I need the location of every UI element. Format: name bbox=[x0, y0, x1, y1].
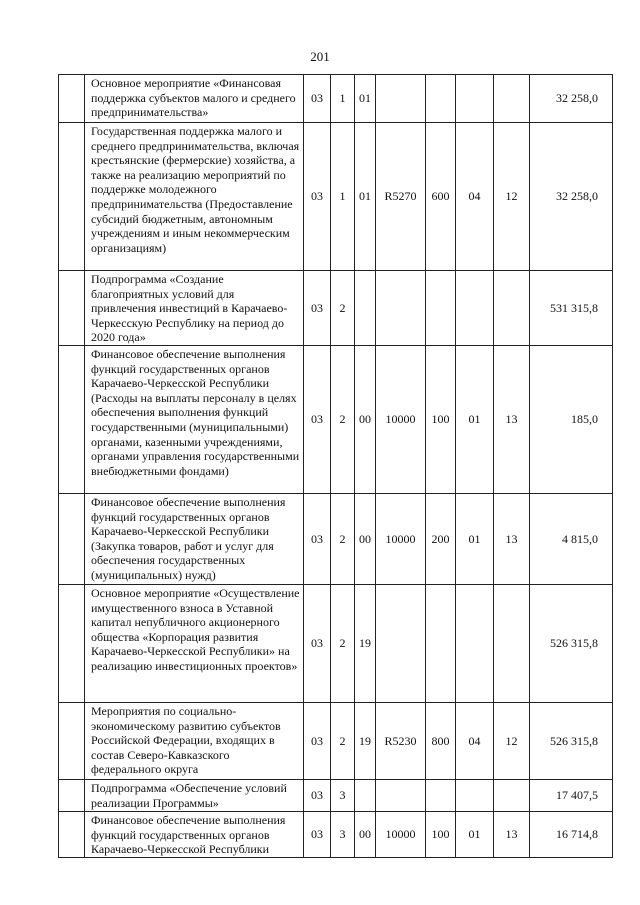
row-name: Основное мероприятие «Финансовая поддержка субъектов малого и среднего предпринимательства» bbox=[85, 75, 304, 123]
code-cell: 12 bbox=[494, 123, 530, 271]
row-name: Финансовое обеспечение выполнения функций государственных органов Карачаево-Черкесской Республики bbox=[85, 812, 304, 858]
code-cell: 2 bbox=[331, 703, 355, 780]
code-cell bbox=[456, 780, 494, 812]
index-cell bbox=[59, 271, 85, 346]
row-name: Основное мероприятие «Осуществление имущественного взноса в Уставной капитал непубличного акционерного общества «Корпорация развития Карачаево-Черкесской Республики» на реализацию инвестиционных проектов» bbox=[85, 585, 304, 703]
amount-cell: 526 315,8 bbox=[530, 585, 613, 703]
code-cell: 600 bbox=[426, 123, 456, 271]
code-cell: 01 bbox=[355, 75, 376, 123]
index-cell bbox=[59, 585, 85, 703]
amount-cell: 4 815,0 bbox=[530, 494, 613, 585]
code-cell: 3 bbox=[331, 812, 355, 858]
amount-cell: 16 714,8 bbox=[530, 812, 613, 858]
code-cell: 2 bbox=[331, 346, 355, 494]
code-cell bbox=[355, 271, 376, 346]
row-name: Финансовое обеспечение выполнения функций государственных органов Карачаево-Черкесской Республики (Закупка товаров, работ и услуг для обеспечения государственных (муниципальных) нужд) bbox=[85, 494, 304, 585]
code-cell: 10000 bbox=[376, 812, 426, 858]
index-cell bbox=[59, 346, 85, 494]
code-cell: 100 bbox=[426, 812, 456, 858]
code-cell: R5270 bbox=[376, 123, 426, 271]
code-cell: 3 bbox=[331, 780, 355, 812]
code-cell: 2 bbox=[331, 585, 355, 703]
row-name: Государственная поддержка малого и среднего предпринимательства, включая крестьянские (фермерские) хозяйства, а также на реализацию мероприятий по поддержке молодежного предпринимательства (Предоставление субсидий бюджетным, автономным учреждениям и иным некоммерческим организациям) bbox=[85, 123, 304, 271]
code-cell: 12 bbox=[494, 703, 530, 780]
code-cell: 1 bbox=[331, 123, 355, 271]
code-cell bbox=[355, 780, 376, 812]
index-cell bbox=[59, 812, 85, 858]
amount-cell: 17 407,5 bbox=[530, 780, 613, 812]
code-cell bbox=[426, 780, 456, 812]
code-cell bbox=[456, 75, 494, 123]
code-cell: 01 bbox=[456, 346, 494, 494]
code-cell: 2 bbox=[331, 271, 355, 346]
row-name: Подпрограмма «Создание благоприятных условий для привлечения инвестиций в Карачаево-Черкесскую Республику на период до 2020 года» bbox=[85, 271, 304, 346]
row-name: Подпрограмма «Обеспечение условий реализации Программы» bbox=[85, 780, 304, 812]
table-row bbox=[59, 585, 613, 703]
code-cell: 19 bbox=[355, 585, 376, 703]
row-name: Финансовое обеспечение выполнения функций государственных органов Карачаево-Черкесской Республики (Расходы на выплаты персоналу в целях обеспечения выполнения функций государственными (муниципальными) органами, казенными учреждениями, органами управления государственными внебюджетными фондами) bbox=[85, 346, 304, 494]
code-cell: 10000 bbox=[376, 494, 426, 585]
code-cell bbox=[426, 271, 456, 346]
table-row bbox=[59, 703, 613, 780]
code-cell bbox=[426, 585, 456, 703]
code-cell: 00 bbox=[355, 812, 376, 858]
amount-cell: 526 315,8 bbox=[530, 703, 613, 780]
budget-table bbox=[58, 74, 613, 858]
code-cell: 2 bbox=[331, 494, 355, 585]
amount-cell: 531 315,8 bbox=[530, 271, 613, 346]
code-cell: 03 bbox=[304, 271, 331, 346]
table-row bbox=[59, 780, 613, 812]
code-cell: 03 bbox=[304, 346, 331, 494]
code-cell bbox=[494, 271, 530, 346]
index-cell bbox=[59, 123, 85, 271]
code-cell: 03 bbox=[304, 812, 331, 858]
amount-cell: 32 258,0 bbox=[530, 123, 613, 271]
code-cell: 03 bbox=[304, 585, 331, 703]
code-cell: 100 bbox=[426, 346, 456, 494]
code-cell: 01 bbox=[355, 123, 376, 271]
code-cell: 13 bbox=[494, 812, 530, 858]
code-cell bbox=[376, 780, 426, 812]
table-row bbox=[59, 123, 613, 271]
table-row bbox=[59, 271, 613, 346]
code-cell: 10000 bbox=[376, 346, 426, 494]
code-cell bbox=[376, 271, 426, 346]
row-name: Мероприятия по социально-экономическому развитию субъектов Российской Федерации, входящих в состав Северо-Кавказского федерального округа bbox=[85, 703, 304, 780]
code-cell bbox=[494, 780, 530, 812]
code-cell: 03 bbox=[304, 75, 331, 123]
code-cell bbox=[376, 585, 426, 703]
code-cell: 03 bbox=[304, 703, 331, 780]
code-cell: 13 bbox=[494, 494, 530, 585]
code-cell bbox=[494, 75, 530, 123]
code-cell bbox=[376, 75, 426, 123]
table-row bbox=[59, 494, 613, 585]
table-row bbox=[59, 75, 613, 123]
amount-cell: 185,0 bbox=[530, 346, 613, 494]
code-cell bbox=[456, 271, 494, 346]
index-cell bbox=[59, 75, 85, 123]
code-cell: R5230 bbox=[376, 703, 426, 780]
code-cell: 00 bbox=[355, 494, 376, 585]
code-cell bbox=[426, 75, 456, 123]
index-cell bbox=[59, 780, 85, 812]
code-cell: 03 bbox=[304, 494, 331, 585]
code-cell: 13 bbox=[494, 346, 530, 494]
code-cell bbox=[494, 585, 530, 703]
amount-cell: 32 258,0 bbox=[530, 75, 613, 123]
code-cell: 01 bbox=[456, 812, 494, 858]
table-row bbox=[59, 812, 613, 858]
code-cell: 03 bbox=[304, 780, 331, 812]
code-cell: 00 bbox=[355, 346, 376, 494]
code-cell: 03 bbox=[304, 123, 331, 271]
table-row bbox=[59, 346, 613, 494]
code-cell: 04 bbox=[456, 123, 494, 271]
code-cell: 800 bbox=[426, 703, 456, 780]
code-cell: 1 bbox=[331, 75, 355, 123]
code-cell: 01 bbox=[456, 494, 494, 585]
page-number: 201 bbox=[310, 49, 330, 64]
code-cell: 19 bbox=[355, 703, 376, 780]
code-cell bbox=[456, 585, 494, 703]
index-cell bbox=[59, 703, 85, 780]
code-cell: 200 bbox=[426, 494, 456, 585]
index-cell bbox=[59, 494, 85, 585]
code-cell: 04 bbox=[456, 703, 494, 780]
